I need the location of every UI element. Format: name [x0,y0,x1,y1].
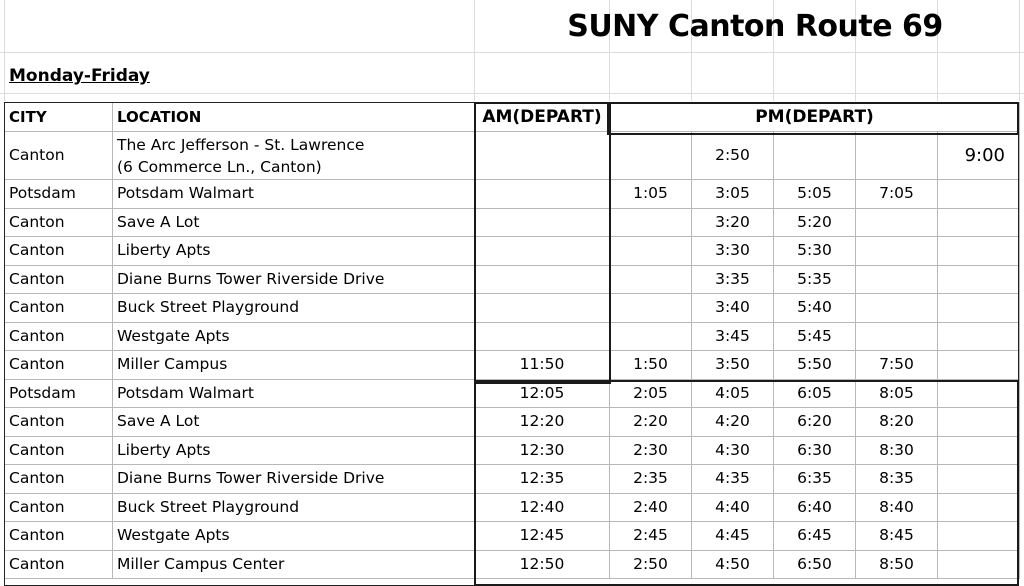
table-row [5,379,1020,408]
pm-time-cell: 5:35 [774,265,856,294]
table-row [5,522,1020,551]
pm-time-cell: 3:30 [692,237,774,266]
pm-time-cell [856,322,938,351]
am-time-cell: 12:20 [475,408,610,437]
pm-time-cell: 3:20 [692,208,774,237]
pm-time-cell: 9:00 [938,132,1020,180]
pm-time-cell [856,265,938,294]
table-row [5,208,1020,237]
header-pm-depart: PM(DEPART) [610,103,1020,132]
pm-time-cell [938,208,1020,237]
pm-time-cell: 4:05 [692,379,774,408]
pm-time-cell: 2:50 [610,550,692,579]
am-time-cell: 12:30 [475,436,610,465]
am-time-cell [475,180,610,209]
am-time-cell [475,265,610,294]
pm-time-cell: 5:40 [774,294,856,323]
location-cell: Potsdam Walmart [113,379,475,408]
table-row [5,408,1020,437]
pm-time-cell [856,237,938,266]
pm-time-cell [610,237,692,266]
pm-time-cell [938,522,1020,551]
pm-time-cell [938,180,1020,209]
am-time-cell: 12:40 [475,493,610,522]
pm-time-cell: 4:20 [692,408,774,437]
pm-time-cell: 5:30 [774,237,856,266]
city-cell: Canton [5,550,113,579]
pm-time-cell: 4:40 [692,493,774,522]
pm-time-cell: 2:50 [692,132,774,180]
am-time-cell [475,237,610,266]
pm-time-cell [938,379,1020,408]
header-location: LOCATION [113,103,475,132]
pm-time-cell [938,436,1020,465]
am-time-cell: 11:50 [475,351,610,380]
grid-line [0,52,1024,53]
pm-time-cell [938,493,1020,522]
pm-time-cell: 6:20 [774,408,856,437]
pm-time-cell: 2:20 [610,408,692,437]
pm-time-cell: 3:35 [692,265,774,294]
pm-time-cell: 2:05 [610,379,692,408]
pm-time-cell: 6:35 [774,465,856,494]
table-row [5,180,1020,209]
location-cell: Diane Burns Tower Riverside Drive [113,465,475,494]
pm-time-cell [856,294,938,323]
pm-time-cell: 8:05 [856,379,938,408]
city-cell: Canton [5,436,113,465]
header-am-depart: AM(DEPART) [475,103,610,132]
location-cell: Westgate Apts [113,322,475,351]
pm-time-cell: 6:05 [774,379,856,408]
city-cell: Canton [5,208,113,237]
pm-time-cell: 8:40 [856,493,938,522]
pm-time-cell [938,550,1020,579]
pm-time-cell [938,265,1020,294]
pm-time-cell [610,208,692,237]
pm-time-cell: 5:20 [774,208,856,237]
pm-time-cell: 3:05 [692,180,774,209]
table-row [5,132,1020,180]
pm-time-cell: 2:35 [610,465,692,494]
pm-time-cell: 6:45 [774,522,856,551]
pm-time-cell: 2:40 [610,493,692,522]
header-row [5,103,1020,132]
pm-time-cell [938,408,1020,437]
page-title: SUNY Canton Route 69 [567,9,943,44]
pm-time-cell [938,322,1020,351]
city-cell: Canton [5,351,113,380]
pm-time-cell: 3:45 [692,322,774,351]
city-cell: Canton [5,322,113,351]
pm-time-cell [610,322,692,351]
am-time-cell: 12:35 [475,465,610,494]
schedule-subtitle: Monday-Friday [9,66,150,86]
am-time-cell [475,208,610,237]
table-row [5,294,1020,323]
pm-time-cell: 8:30 [856,436,938,465]
pm-time-cell: 1:50 [610,351,692,380]
pm-time-cell: 4:50 [692,550,774,579]
city-cell: Potsdam [5,379,113,408]
grid-line [4,0,5,101]
location-cell: Miller Campus Center [113,550,475,579]
grid-line [474,0,475,101]
grid-line [1019,0,1020,101]
grid-line [0,93,1024,94]
table-row [5,265,1020,294]
city-cell: Canton [5,132,113,180]
location-line-2: (6 Commerce Ln., Canton) [117,157,322,176]
pm-time-cell: 8:20 [856,408,938,437]
pm-time-cell: 2:45 [610,522,692,551]
pm-time-cell: 6:40 [774,493,856,522]
city-cell: Canton [5,493,113,522]
am-time-cell [475,132,610,180]
pm-time-cell: 2:30 [610,436,692,465]
location-cell: Buck Street Playground [113,294,475,323]
location-cell: Save A Lot [113,408,475,437]
location-cell: Potsdam Walmart [113,180,475,209]
am-time-cell: 12:50 [475,550,610,579]
pm-time-cell: 3:50 [692,351,774,380]
pm-time-cell: 3:40 [692,294,774,323]
schedule-table [4,102,1020,579]
pm-time-cell: 7:05 [856,180,938,209]
location-cell [113,132,475,180]
pm-time-cell: 8:45 [856,522,938,551]
city-cell: Canton [5,465,113,494]
pm-time-cell: 5:05 [774,180,856,209]
pm-time-cell [610,265,692,294]
location-cell: Westgate Apts [113,522,475,551]
location-cell: Save A Lot [113,208,475,237]
table-row [5,322,1020,351]
pm-time-cell [938,294,1020,323]
pm-time-cell: 6:50 [774,550,856,579]
city-cell: Canton [5,265,113,294]
pm-time-cell [938,237,1020,266]
pm-time-cell [938,351,1020,380]
location-cell: Liberty Apts [113,237,475,266]
table-row [5,351,1020,380]
pm-time-cell [856,208,938,237]
table-row [5,465,1020,494]
table-row [5,493,1020,522]
am-time-cell: 12:05 [475,379,610,408]
pm-time-cell: 4:35 [692,465,774,494]
header-city: CITY [5,103,113,132]
city-cell: Potsdam [5,180,113,209]
pm-time-cell: 1:05 [610,180,692,209]
table-row [5,436,1020,465]
pm-time-cell [774,132,856,180]
city-cell: Canton [5,522,113,551]
table-row [5,237,1020,266]
pm-time-cell [856,132,938,180]
am-time-cell: 12:45 [475,522,610,551]
table-row [5,550,1020,579]
city-cell: Canton [5,408,113,437]
pm-time-cell [610,294,692,323]
pm-time-cell: 4:30 [692,436,774,465]
pm-time-cell: 6:30 [774,436,856,465]
pm-time-cell: 8:50 [856,550,938,579]
city-cell: Canton [5,237,113,266]
location-cell: Diane Burns Tower Riverside Drive [113,265,475,294]
pm-time-cell: 4:45 [692,522,774,551]
city-cell: Canton [5,294,113,323]
pm-time-cell: 5:50 [774,351,856,380]
location-cell: Liberty Apts [113,436,475,465]
am-time-cell [475,294,610,323]
pm-time-cell: 7:50 [856,351,938,380]
location-cell: Buck Street Playground [113,493,475,522]
pm-time-cell: 8:35 [856,465,938,494]
am-time-cell [475,322,610,351]
location-cell: Miller Campus [113,351,475,380]
location-line-1: The Arc Jefferson - St. Lawrence [117,135,365,154]
pm-time-cell [610,132,692,180]
pm-time-cell [938,465,1020,494]
pm-time-cell: 5:45 [774,322,856,351]
